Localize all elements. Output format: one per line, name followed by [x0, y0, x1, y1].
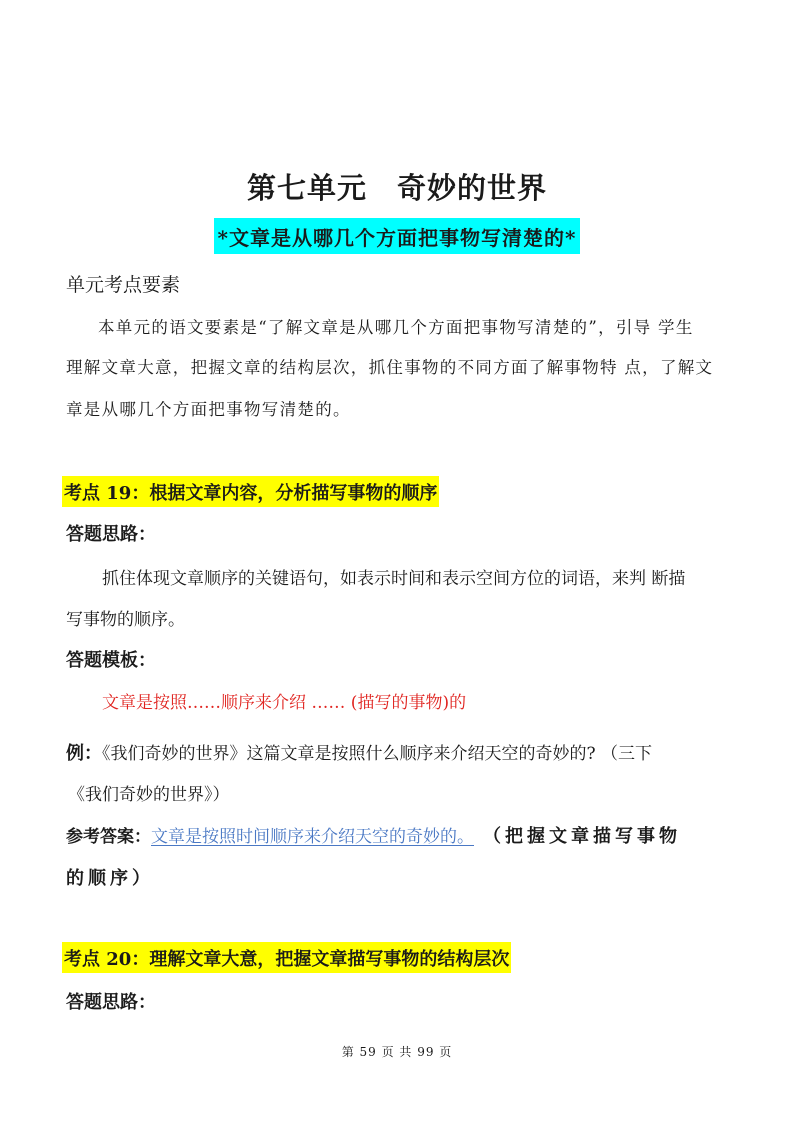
unit-paragraph-line-3: 章是从哪几个方面把事物写清楚的。 [66, 400, 351, 419]
point-19-thinking-line-2: 写事物的顺序。 [66, 610, 185, 630]
unit-points-label: 单元考点要素 [66, 274, 181, 296]
point-20-heading: 考点 20：理解文章大意，把握文章描写事物的结构层次 [62, 942, 511, 973]
point-19-example-line-1 [66, 739, 652, 765]
point-19-heading: 考点 19：根据文章内容，分析描写事物的顺序 [62, 476, 439, 507]
unit-paragraph-line-1: 本单元的语文要素是“了解文章是从哪几个方面把事物写清楚的”，引导 学生 [98, 318, 694, 337]
subtitle-container [0, 218, 794, 254]
example-label: 例： [66, 743, 102, 764]
answer-text: 文章是按照时间顺序来介绍天空的奇妙的。 [151, 827, 474, 847]
answer-note: （把握文章描写事物 [492, 826, 681, 847]
point-20-thinking-label: 答题思路： [66, 992, 156, 1013]
point-19-template-label: 答题模板： [66, 650, 156, 671]
point-19-template-text: 文章是按照……顺序来介绍 …… (描写的事物)的 [102, 693, 467, 713]
page-footer: 第 59 页 共 99 页 [341, 1045, 453, 1059]
point-19-thinking-line-1: 抓住体现文章顺序的关键语句，如表示时间和表示空间方位的词语，来判 断描 [102, 569, 686, 589]
example-question: 《我们奇妙的世界》这篇文章是按照什么顺序来介绍天空的奇妙的? （三下 [102, 744, 653, 764]
point-19-answer-line-1 [66, 822, 681, 848]
point-19-example-line-2: 《我们奇妙的世界》） [68, 785, 230, 805]
page-title: 第七单元 奇妙的世界 [246, 171, 547, 205]
point-19-answer-note-line-2: 的顺序） [66, 868, 154, 889]
point-19-heading-container [62, 476, 439, 507]
unit-paragraph-line-2: 理解文章大意，把握文章的结构层次，抓住事物的不同方面了解事物特 点，了解文 [66, 358, 714, 377]
answer-label: 参考答案： [66, 827, 151, 847]
point-20-heading-container [62, 942, 511, 973]
point-19-thinking-label: 答题思路： [66, 524, 156, 545]
subtitle-highlight: *文章是从哪几个方面把事物写清楚的* [214, 218, 581, 254]
